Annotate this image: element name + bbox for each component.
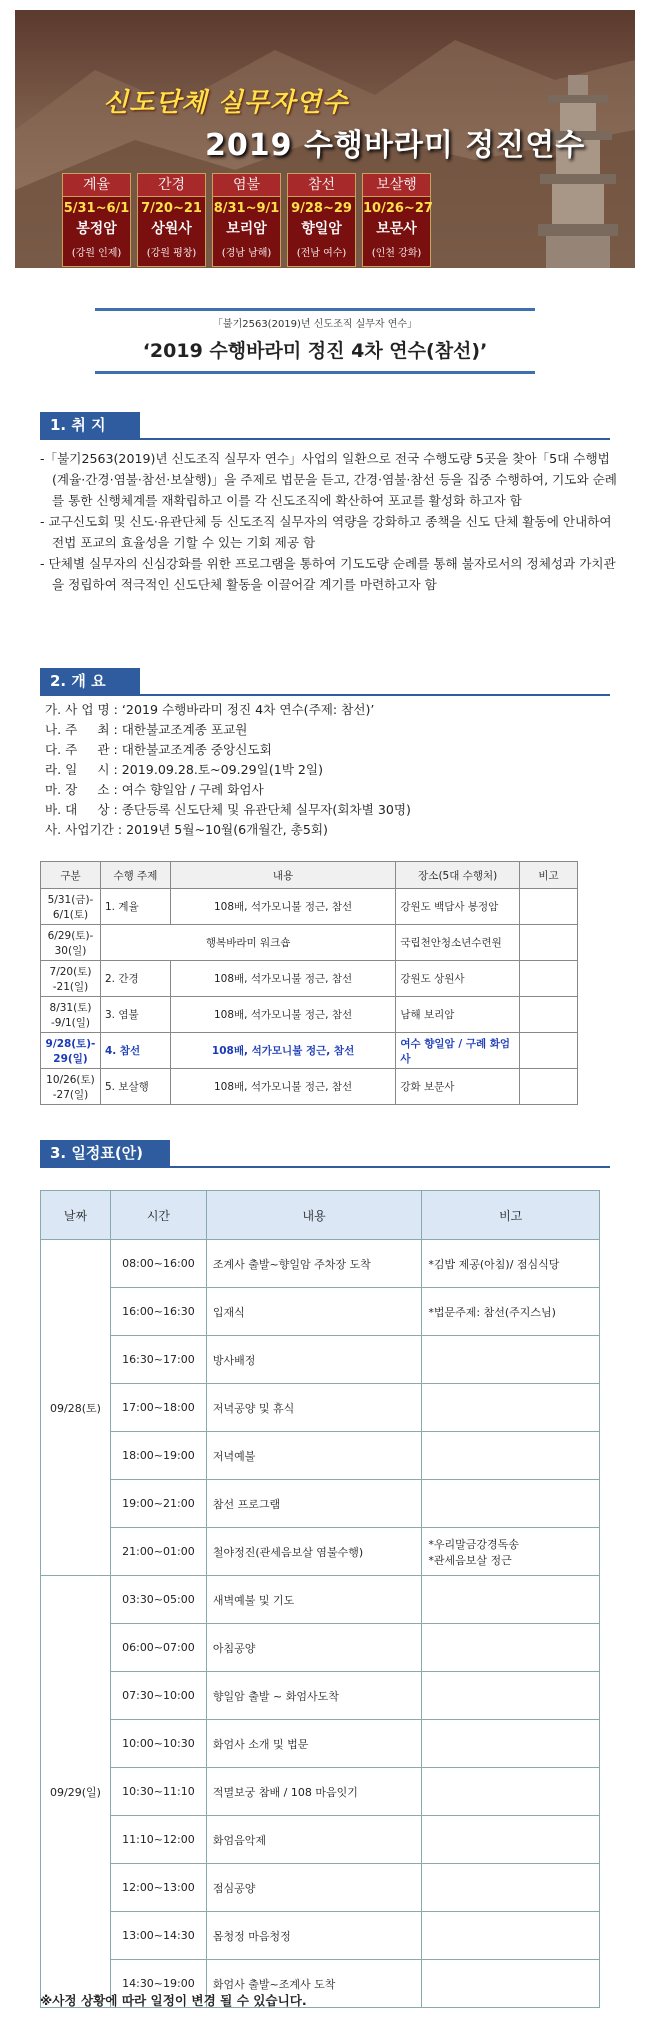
section-divider [40,694,610,696]
schedule-time: 19:00~21:00 [110,1480,206,1528]
table-cell: 여수 향일암 / 구례 화엄사 [396,1033,520,1069]
stage-name: 간경 [138,174,205,197]
stage-region: (전남 여수) [296,248,347,259]
schedule-time: 13:00~14:30 [110,1912,206,1960]
schedule-note [422,1720,600,1768]
table-cell: 국립천안청소년수련원 [396,925,520,961]
stage-temple: 상원사 [151,221,192,237]
schedule-content: 화엄사 소개 및 법문 [206,1720,422,1768]
stage-region: (경남 남해) [221,248,272,259]
schedule-time: 18:00~19:00 [110,1432,206,1480]
banner-title: 2019 수행바라미 정진연수 [205,128,586,163]
overview-list [45,700,615,840]
schedule-time: 14:30~19:00 [110,1960,206,2008]
table-cell: 2. 간경 [100,961,170,997]
schedule-time: 17:00~18:00 [110,1384,206,1432]
stage-temple: 보문사 [376,221,417,237]
overview-item: 다. 주 관 : 대한불교조계종 중앙신도회 [45,742,272,757]
table-cell [520,1033,578,1069]
table-cell: 7/20(토) -21(일) [41,961,101,997]
schedule-time: 07:30~10:00 [110,1672,206,1720]
section-heading-overview: 2. 개 요 [40,668,140,694]
table-row [41,1336,600,1384]
stage-card [212,173,281,267]
table-row [41,925,578,961]
table-cell [520,1069,578,1105]
schedule-time: 16:30~17:00 [110,1336,206,1384]
stage-temple: 향일암 [301,221,342,237]
table-row [41,1672,600,1720]
schedule-note: *김밥 제공(아침)/ 점심식당 [422,1240,600,1288]
column-header: 비고 [520,862,578,889]
column-header: 구분 [41,862,101,889]
schedule-note [422,1960,600,2008]
schedule-time: 16:00~16:30 [110,1288,206,1336]
stage-list [62,173,431,267]
schedule-content: 조계사 출발~향일암 주차장 도착 [206,1240,422,1288]
schedule-note [422,1672,600,1720]
table-row [41,1624,600,1672]
schedule-note [422,1384,600,1432]
table-cell [520,961,578,997]
table-cell: 108배, 석가모니불 정근, 참선 [170,997,396,1033]
stage-region: (인천 강화) [371,248,422,259]
stage-name: 계율 [63,174,130,197]
table-row [41,961,578,997]
table-row [41,1912,600,1960]
schedule-content: 참선 프로그램 [206,1480,422,1528]
table-header-row [41,862,578,889]
schedule-content: 저녁예불 [206,1432,422,1480]
schedule-note [422,1576,600,1624]
schedule-note [422,1864,600,1912]
overview-item: 가. 사 업 명 : ‘2019 수행바라미 정진 4차 연수(주제: 참선)’ [45,702,375,717]
table-cell: 행복바라미 워크숍 [100,925,395,961]
column-header: 시간 [110,1191,206,1240]
column-header: 날짜 [41,1191,111,1240]
document-title-box [95,308,535,374]
table-row [41,1384,600,1432]
schedule-date: 09/29(일) [41,1576,111,2008]
schedule-time: 10:00~10:30 [110,1720,206,1768]
schedule-note [422,1480,600,1528]
stage-dates: 5/31~6/1 [63,201,130,216]
table-cell [520,889,578,925]
section-divider [40,438,610,440]
document-title: ‘2019 수행바라미 정진 4차 연수(참선)’ [142,340,488,362]
table-cell: 강원도 상원사 [396,961,520,997]
table-cell [520,997,578,1033]
schedule-content: 화엄사 출발~조계사 도착 [206,1960,422,2008]
schedule-time: 06:00~07:00 [110,1624,206,1672]
table-row [41,1480,600,1528]
table-row [41,1864,600,1912]
column-header: 장소(5대 수행처) [396,862,520,889]
pagoda-icon [538,70,618,268]
table-cell: 108배, 석가모니불 정근, 참선 [170,889,396,925]
column-header: 내용 [206,1191,422,1240]
schedule-date: 09/28(토) [41,1240,111,1576]
table-row [41,1240,600,1288]
stage-temple: 보리암 [226,221,267,237]
schedule-table [40,1190,600,2008]
table-cell: 8/31(토) -9/1(일) [41,997,101,1033]
table-cell: 108배, 석가모니불 정근, 참선 [170,1069,396,1105]
table-cell: 3. 염불 [100,997,170,1033]
title-caption: 「불기2563(2019)년 신도조직 실무자 연수」 [212,319,418,330]
overview-item: 바. 대 상 : 종단등록 신도단체 및 유관단체 실무자(회차별 30명) [45,802,411,817]
table-cell: 108배, 석가모니불 정근, 참선 [170,961,396,997]
schedule-content: 저녁공양 및 휴식 [206,1384,422,1432]
schedule-time: 12:00~13:00 [110,1864,206,1912]
overview-item: 사. 사업기간 : 2019년 5월~10월(6개월간, 총5회) [45,822,328,837]
table-cell: 1. 계율 [100,889,170,925]
stage-dates: 8/31~9/1 [213,201,280,216]
schedule-time: 11:10~12:00 [110,1816,206,1864]
stage-card [287,173,356,267]
section-divider [40,1166,610,1168]
overview-item: 라. 일 시 : 2019.09.28.토~09.29일(1박 2일) [45,762,324,777]
schedule-time: 08:00~16:00 [110,1240,206,1288]
section-heading-purpose: 1. 취 지 [40,412,140,438]
hero-banner [15,10,635,268]
table-cell: 남해 보리암 [396,997,520,1033]
table-row [41,1576,600,1624]
schedule-note: *법문주제: 참선(주지스님) [422,1288,600,1336]
table-cell: 9/28(토)- 29(일) [41,1033,101,1069]
table-cell: 5/31(금)- 6/1(토) [41,889,101,925]
table-cell: 4. 참선 [100,1033,170,1069]
stage-region: (강원 평창) [146,248,197,259]
stage-temple: 봉정암 [76,221,117,237]
stage-dates: 9/28~29 [291,201,352,216]
table-row [41,889,578,925]
stage-card [62,173,131,267]
section-heading-schedule: 3. 일정표(안) [40,1140,170,1166]
purpose-text [40,448,618,595]
overview-item: 마. 장 소 : 여수 향일암 / 구례 화엄사 [45,782,264,797]
schedule-content: 향일암 출발 ~ 화엄사도착 [206,1672,422,1720]
stage-card [137,173,206,267]
schedule-content: 몸청정 마음청정 [206,1912,422,1960]
schedule-content: 아침공양 [206,1624,422,1672]
table-row [41,1432,600,1480]
schedule-content: 적멸보궁 참배 / 108 마음잇기 [206,1768,422,1816]
stage-name: 참선 [288,174,355,197]
schedule-note [422,1816,600,1864]
overview-item: 나. 주 최 : 대한불교조계종 포교원 [45,722,248,737]
program-table [40,861,578,1105]
table-cell: 6/29(토)- 30(일) [41,925,101,961]
schedule-note [422,1912,600,1960]
schedule-content: 입재식 [206,1288,422,1336]
table-row [41,1720,600,1768]
schedule-content: 철야정진(관세음보살 염불수행) [206,1528,422,1576]
table-cell: 5. 보살행 [100,1069,170,1105]
table-cell: 강원도 백담사 봉정암 [396,889,520,925]
table-header-row [41,1191,600,1240]
table-cell: 10/26(토) -27(일) [41,1069,101,1105]
schedule-note [422,1624,600,1672]
purpose-item: - 교구신도회 및 신도·유관단체 등 신도조직 실무자의 역량을 강화하고 종책을 신도 단체 활동에 안내하여 전법 포교의 효율성을 기할 수 있는 기회 제공 함 [40,514,612,550]
stage-dates: 7/20~21 [141,201,202,216]
schedule-time: 21:00~01:00 [110,1528,206,1576]
schedule-note: *우리말금강경독송 *관세음보살 정근 [422,1528,600,1576]
schedule-time: 03:30~05:00 [110,1576,206,1624]
table-cell [520,925,578,961]
table-row [41,1033,578,1069]
table-cell: 강화 보문사 [396,1069,520,1105]
purpose-item: -「불기2563(2019)년 신도조직 실무자 연수」사업의 일환으로 전국 수행도량 5곳을 찾아「5대 수행법(계율·간경·염불·참선·보살행)」을 주제로 법문을 듣고, 간경·염불·참선 등을 집중 수행하여, 기도와 순례를 통한 신행체계를 재확립하고 이를 각 신도조직에 확산하여 포교를 활성화 하고자 함 [40,451,617,508]
schedule-note [422,1768,600,1816]
table-cell: 108배, 석가모니불 정근, 참선 [170,1033,396,1069]
table-row [41,1816,600,1864]
schedule-note [422,1336,600,1384]
column-header: 수행 주제 [100,862,170,889]
stage-name: 보살행 [363,174,430,197]
table-row [41,1528,600,1576]
table-row [41,1768,600,1816]
schedule-time: 10:30~11:10 [110,1768,206,1816]
column-header: 내용 [170,862,396,889]
column-header: 비고 [422,1191,600,1240]
banner-subtitle: 신도단체 실무자연수 [103,88,349,118]
purpose-item: - 단체별 실무자의 신심강화를 위한 프로그램을 통하여 기도도량 순례를 통해 불자로서의 정체성과 가치관을 정립하여 적극적인 신도단체 활동을 이끌어갈 계기를 마련하고자 함 [40,556,616,592]
schedule-content: 점심공양 [206,1864,422,1912]
stage-dates: 10/26~27 [363,201,433,216]
schedule-footnote: ※사정 상황에 따라 일정이 변경 될 수 있습니다. [40,1993,307,2008]
stage-name: 염불 [213,174,280,197]
schedule-content: 새벽예불 및 기도 [206,1576,422,1624]
schedule-content: 화엄음악제 [206,1816,422,1864]
stage-region: (강원 인제) [71,248,122,259]
table-row [41,1288,600,1336]
stage-card [362,173,431,267]
schedule-note [422,1432,600,1480]
schedule-content: 방사배정 [206,1336,422,1384]
table-row [41,1069,578,1105]
table-row [41,997,578,1033]
